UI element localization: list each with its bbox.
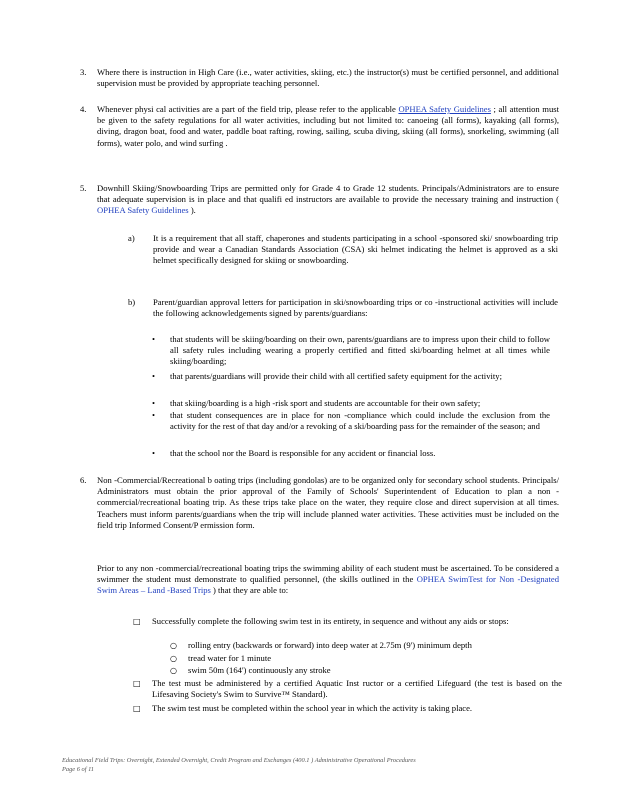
subitem-a	[128, 233, 558, 267]
circle-item-3	[170, 665, 558, 676]
text-before: Whenever physi cal activities are a part of the field trip, please refer to the applicable	[97, 104, 399, 114]
list-item-3	[80, 67, 559, 89]
circle-bullet-icon: ○	[170, 666, 177, 675]
text-after: ).	[188, 205, 196, 216]
item-text: Where there is instruction in High Care (i.e., water activities, skiing, etc.) the instructor(s) must be certified personnel, and additional supervision must be provided by appropriate teaching personnel.	[97, 67, 559, 89]
circle-text: rolling entry (backwards or forward) into deep water at 2.75m (9') minimum depth	[188, 640, 472, 650]
circle-text: swim 50m (164') continuously any stroke	[188, 665, 331, 675]
check-text: The test must be administered by a certified Aquatic Inst ructor or a certified Lifeguard (the test is based on the Lifesaving Society's Swim to Survive™ Standard).	[152, 678, 562, 700]
bullet-text: that students will be skiing/boarding on their own, parents/guardians are to impress upon their child to follow all safety rules including wearing a properly certified and fitted ski/boarding helmet at all times while skiing/boarding;	[170, 334, 550, 367]
item-number: 6.	[80, 475, 87, 485]
ophea-safety-link[interactable]: OPHEA Safety Guidelines	[97, 205, 189, 216]
bullet-1	[152, 334, 550, 368]
item-number: 3.	[80, 67, 87, 77]
bullet-3	[152, 398, 550, 409]
bullet-5	[152, 448, 550, 459]
ophea-swimtest-link[interactable]: OPHEA SwimTest for Non -Designated Swim Areas – Land -Based Trips	[97, 574, 559, 596]
check-item-2	[133, 678, 562, 700]
circle-item-2	[170, 653, 558, 664]
text-before: Downhill Skiing/Snowboarding Trips are permitted only for Grade 4 to Grade 12 students. Principals/Administrators are to ensure that adequate supervision is in place and that qualifi ed instructors are available to provide the necessary training and instruction (	[97, 183, 559, 205]
bullet-text: that student consequences are in place for non -compliance which could include the exclusion from the activity for the rest of that day and/or a revoking of a ski/boarding pass for the remainder of the season; and	[170, 410, 550, 432]
swim-test-paragraph	[97, 563, 559, 597]
circle-bullet-icon: ○	[170, 654, 177, 663]
bullet-text: that parents/guardians will provide their child with all certified safety equipment for the activity;	[170, 371, 502, 381]
subitem-text: It is a requirement that all staff, chaperones and students participating in a school -sponsored ski/ snowboarding trip provide and wear a Canadian Standards Association (CSA) ski helmet indicating the helmet is approved as a ski helmet specifically designed for skiing or snowboarding.	[153, 233, 558, 266]
item-text: Non -Commercial/Recreational b oating trips (including gondolas) are to be organized only for secondary school students. Principals/ Administrators must obtain the prior approval of the Family of Schools' Superintendent of Education to plan a non -commercial/recreational boating trip. As these trips take place on the water, they require close and direct supervision at all times. Teachers must inform parents/guardians when the trip will include planned water activities. These activities must be included on the field trip Informed Consent/P ermission form.	[97, 475, 559, 530]
list-item-6	[80, 475, 559, 531]
item-number: 5.	[80, 183, 87, 193]
box-bullet-icon: □	[133, 679, 141, 688]
dot-bullet-icon: •	[152, 398, 156, 408]
ophea-safety-link[interactable]: OPHEA Safety Guidelines	[398, 104, 491, 114]
box-bullet-icon: □	[133, 704, 141, 713]
list-item-4	[80, 104, 559, 149]
item-number: 4.	[80, 104, 87, 114]
check-text: Successfully complete the following swim test in its entirety, in sequence and without any aids or stops:	[152, 616, 509, 626]
item-text	[97, 183, 559, 217]
bullet-4	[152, 410, 550, 432]
item-text	[97, 104, 559, 149]
dot-bullet-icon: •	[152, 448, 156, 458]
subitem-label: a)	[128, 233, 135, 243]
bullet-text: that the school nor the Board is responsible for any accident or financial loss.	[170, 448, 436, 458]
bullet-2	[152, 371, 550, 382]
dot-bullet-icon: •	[152, 334, 156, 344]
subitem-b	[128, 297, 558, 319]
check-item-1	[133, 616, 562, 627]
subitem-text: Parent/guardian approval letters for participation in ski/snowboarding trips or co -instructional activities will include the following acknowledgements signed by parents/guardians:	[153, 297, 558, 319]
check-item-3	[133, 703, 562, 714]
check-text: The swim test must be completed within the school year in which the activity is taking place.	[152, 703, 473, 713]
paragraph-text	[97, 563, 559, 597]
page-number: Page 6 of 11	[62, 766, 95, 773]
page-footer	[62, 756, 562, 774]
subitem-label: b)	[128, 297, 136, 307]
list-item-5	[80, 183, 559, 217]
circle-bullet-icon: ○	[170, 641, 177, 650]
text-before: Prior to any non -commercial/recreational boating trips the swimming ability of each student must be ascertained. To be considered a swimmer the student must demonstrate to qualified personnel, (the skills outlined in the	[97, 563, 559, 585]
bullet-text: that skiing/boarding is a high -risk sport and students are accountable for their own safety;	[170, 398, 481, 408]
circle-item-1	[170, 640, 558, 651]
dot-bullet-icon: •	[152, 410, 156, 420]
dot-bullet-icon: •	[152, 371, 156, 381]
circle-text: tread water for 1 minute	[188, 653, 272, 663]
text-after: ) that they are able to:	[210, 585, 289, 596]
text-after: ; all attention must be given to the safety regulations for all water activities, including but not limited to: canoeing (all forms), kayaking (all forms), diving, dragon boat, food and water, paddle boat rafting, rowing, sailing, scuba diving, skiing (all forms), snorkeling, swimming (all forms), water polo, and wind surfing .	[97, 104, 559, 148]
box-bullet-icon: □	[133, 617, 141, 626]
footer-title: Educational Field Trips: Overnight, Extended Overnight, Credit Program and Exchanges (400.1 ) Administrative Operational Procedures	[62, 757, 416, 764]
